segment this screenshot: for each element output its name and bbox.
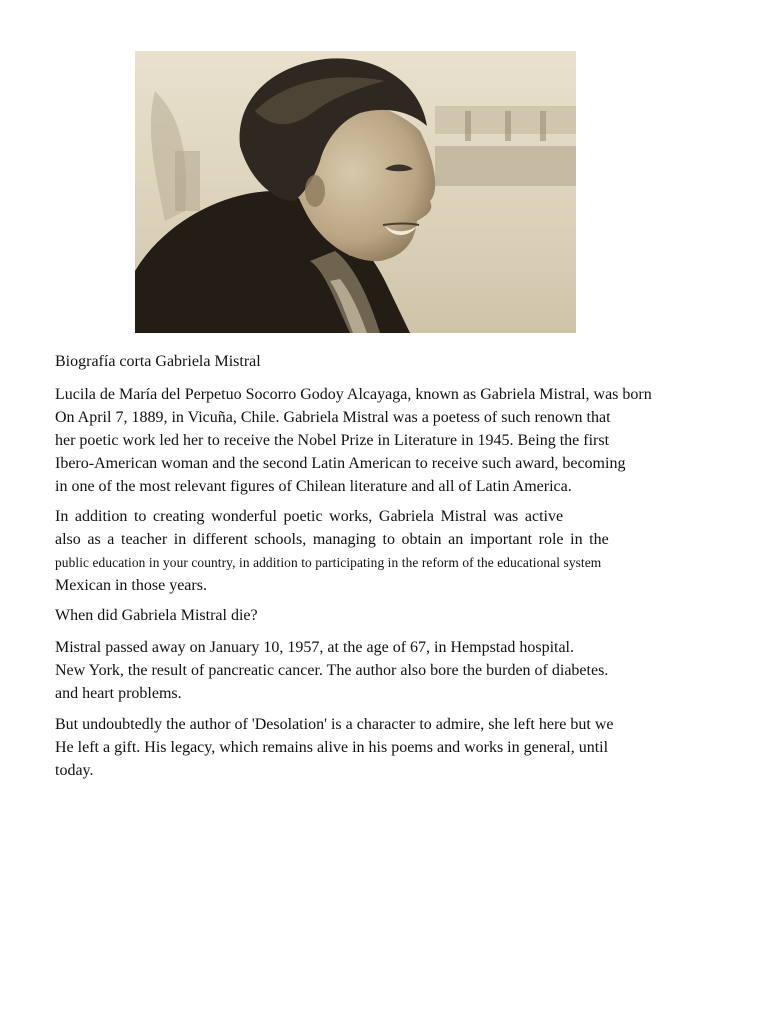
paragraph-line: Lucila de María del Perpetuo Socorro Godoy Alcayaga, known as Gabriela Mistral, was born [55,386,652,403]
paragraph-line: In addition to creating wonderful poetic works, Gabriela Mistral was active [55,508,564,525]
portrait-photo [135,51,576,333]
question-text: When did Gabriela Mistral die? [55,607,258,624]
paragraph-line: and heart problems. [55,685,182,702]
paragraph-line: Mexican in those years. [55,577,207,594]
paragraph-line: Ibero-American woman and the second Latin American to receive such award, becoming [55,455,626,472]
paragraph-line: also as a teacher in different schools, managing to obtain an important role in the [55,531,609,548]
paragraph-line: Mistral passed away on January 10, 1957, at the age of 67, in Hempstad hospital. [55,639,574,656]
paragraph-line: He left a gift. His legacy, which remains alive in his poems and works in general, until [55,739,609,756]
heading-text: Biografía corta Gabriela Mistral [55,353,261,370]
document-heading [55,350,715,373]
question-heading [55,604,715,627]
paragraph-line: New York, the result of pancreatic cancer. The author also bore the burden of diabetes. [55,662,609,679]
paragraph-line: On April 7, 1889, in Vicuña, Chile. Gabriela Mistral was a poetess of such renown that [55,409,611,426]
paragraph-line: But undoubtedly the author of 'Desolation' is a character to admire, she left here but we [55,716,614,733]
paragraph-birth [55,383,715,498]
paragraph-line: public education in your country, in addition to participating in the reform of the educational system [55,555,602,570]
paragraph-legacy [55,713,715,782]
paragraph-line: her poetic work led her to receive the Nobel Prize in Literature in 1945. Being the first [55,432,610,449]
paragraph-line: in one of the most relevant figures of Chilean literature and all of Latin America. [55,478,572,495]
paragraph-teaching [55,505,715,597]
paragraph-death [55,636,715,705]
portrait-photo-drawing [135,51,576,333]
paragraph-line: today. [55,762,94,779]
